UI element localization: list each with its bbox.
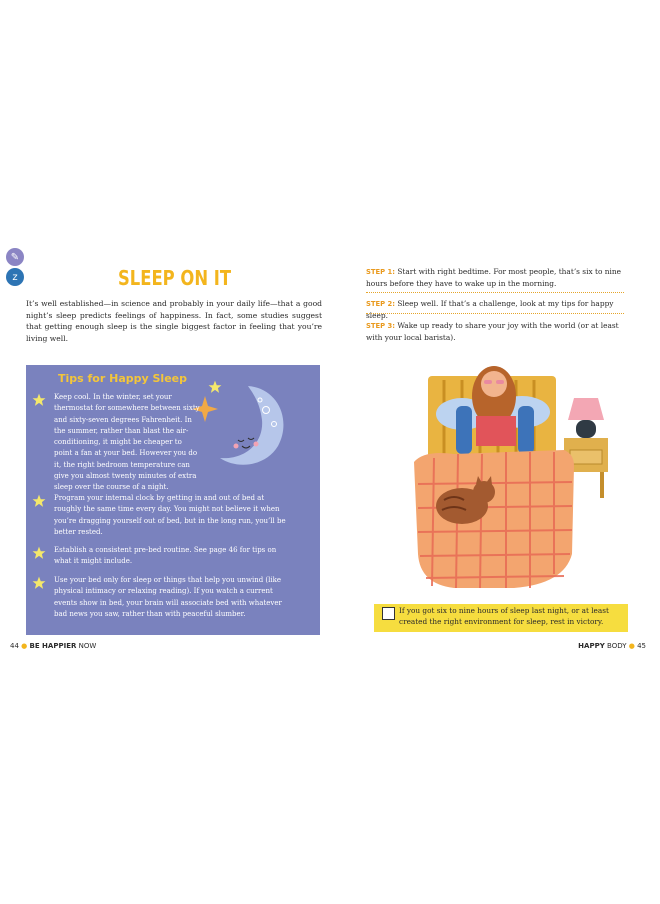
- pencil-icon: ✎: [6, 248, 24, 266]
- star-icon: [32, 494, 46, 508]
- star-icon: [208, 380, 222, 394]
- star-icon: [32, 393, 46, 407]
- tip-item-2: Program your internal clock by getting in and out of bed at roughly the same time every day. You might not believe it when you’re dragging yourself out of bed, but in the long run, you’ll be better rested.: [54, 494, 286, 536]
- step-3: [366, 320, 624, 343]
- page-number-left: 44: [10, 642, 19, 650]
- star-icon: [32, 576, 46, 590]
- section-title-rest: BODY: [607, 642, 627, 650]
- step-text: Wake up ready to share your joy with the world (or at least with your local barista).: [366, 321, 619, 342]
- left-footer: [10, 642, 96, 650]
- zzz-icon: z: [6, 268, 24, 286]
- book-title-bold: BE HAPPIER: [29, 642, 77, 650]
- step-label: STEP 1:: [366, 268, 395, 276]
- tip-item-3: Establish a consistent pre-bed routine. See page 46 for tips on what it might include.: [54, 546, 277, 566]
- book-title-rest: NOW: [78, 642, 97, 650]
- step-label: STEP 2:: [366, 300, 395, 308]
- page-number-right: 45: [637, 642, 646, 650]
- bed-illustration: [414, 354, 614, 594]
- tip-item-4: Use your bed only for sleep or things that help you unwind (like physical intimacy or relaxing reading). If you watch a current events show in bed, your brain will associate bed with whatever bad news you saw, rather than with peaceful slumber.: [54, 576, 282, 618]
- section-title-bold: HAPPY: [578, 642, 605, 650]
- tip-item-1: Keep cool. In the winter, set your thermostat for somewhere between sixty and sixty-seven degrees Fahrenheit. In the summer, rather than blast the air-conditioning, it might be cheaper to point a fan at your bed. However you do it, the right bedroom temperature can give you almost twenty minutes of extra sleep over the course of a night.: [54, 393, 200, 492]
- page-title: SLEEP ON IT: [118, 266, 232, 290]
- right-footer: [578, 642, 646, 650]
- divider: [366, 313, 624, 314]
- step-label: STEP 3:: [366, 322, 395, 330]
- step-text: Sleep well. If that’s a challenge, look at my tips for happy sleep.: [366, 299, 614, 320]
- step-text: Start with right bedtime. For most people, that’s six to nine hours before they have to wake up in the morning.: [366, 267, 622, 288]
- step-1: [366, 266, 624, 289]
- footer-dot: ●: [21, 642, 30, 650]
- step-2: [366, 298, 624, 321]
- tips-heading: Tips for Happy Sleep: [58, 372, 187, 385]
- footer-dot: ●: [628, 642, 638, 650]
- checkbox-icon[interactable]: [382, 607, 395, 620]
- star-icon: [32, 546, 46, 560]
- divider: [366, 292, 624, 293]
- callout-text: If you got six to nine hours of sleep last night, or at least created the right environment for sleep, rest in victory.: [399, 606, 609, 626]
- intro-paragraph: It’s well established—in science and probably in your daily life—that a good night’s sleep predicts feelings of happiness. In fact, some studies suggest that getting enough sleep is the single biggest factor in feeling that you’re living well.: [26, 299, 322, 343]
